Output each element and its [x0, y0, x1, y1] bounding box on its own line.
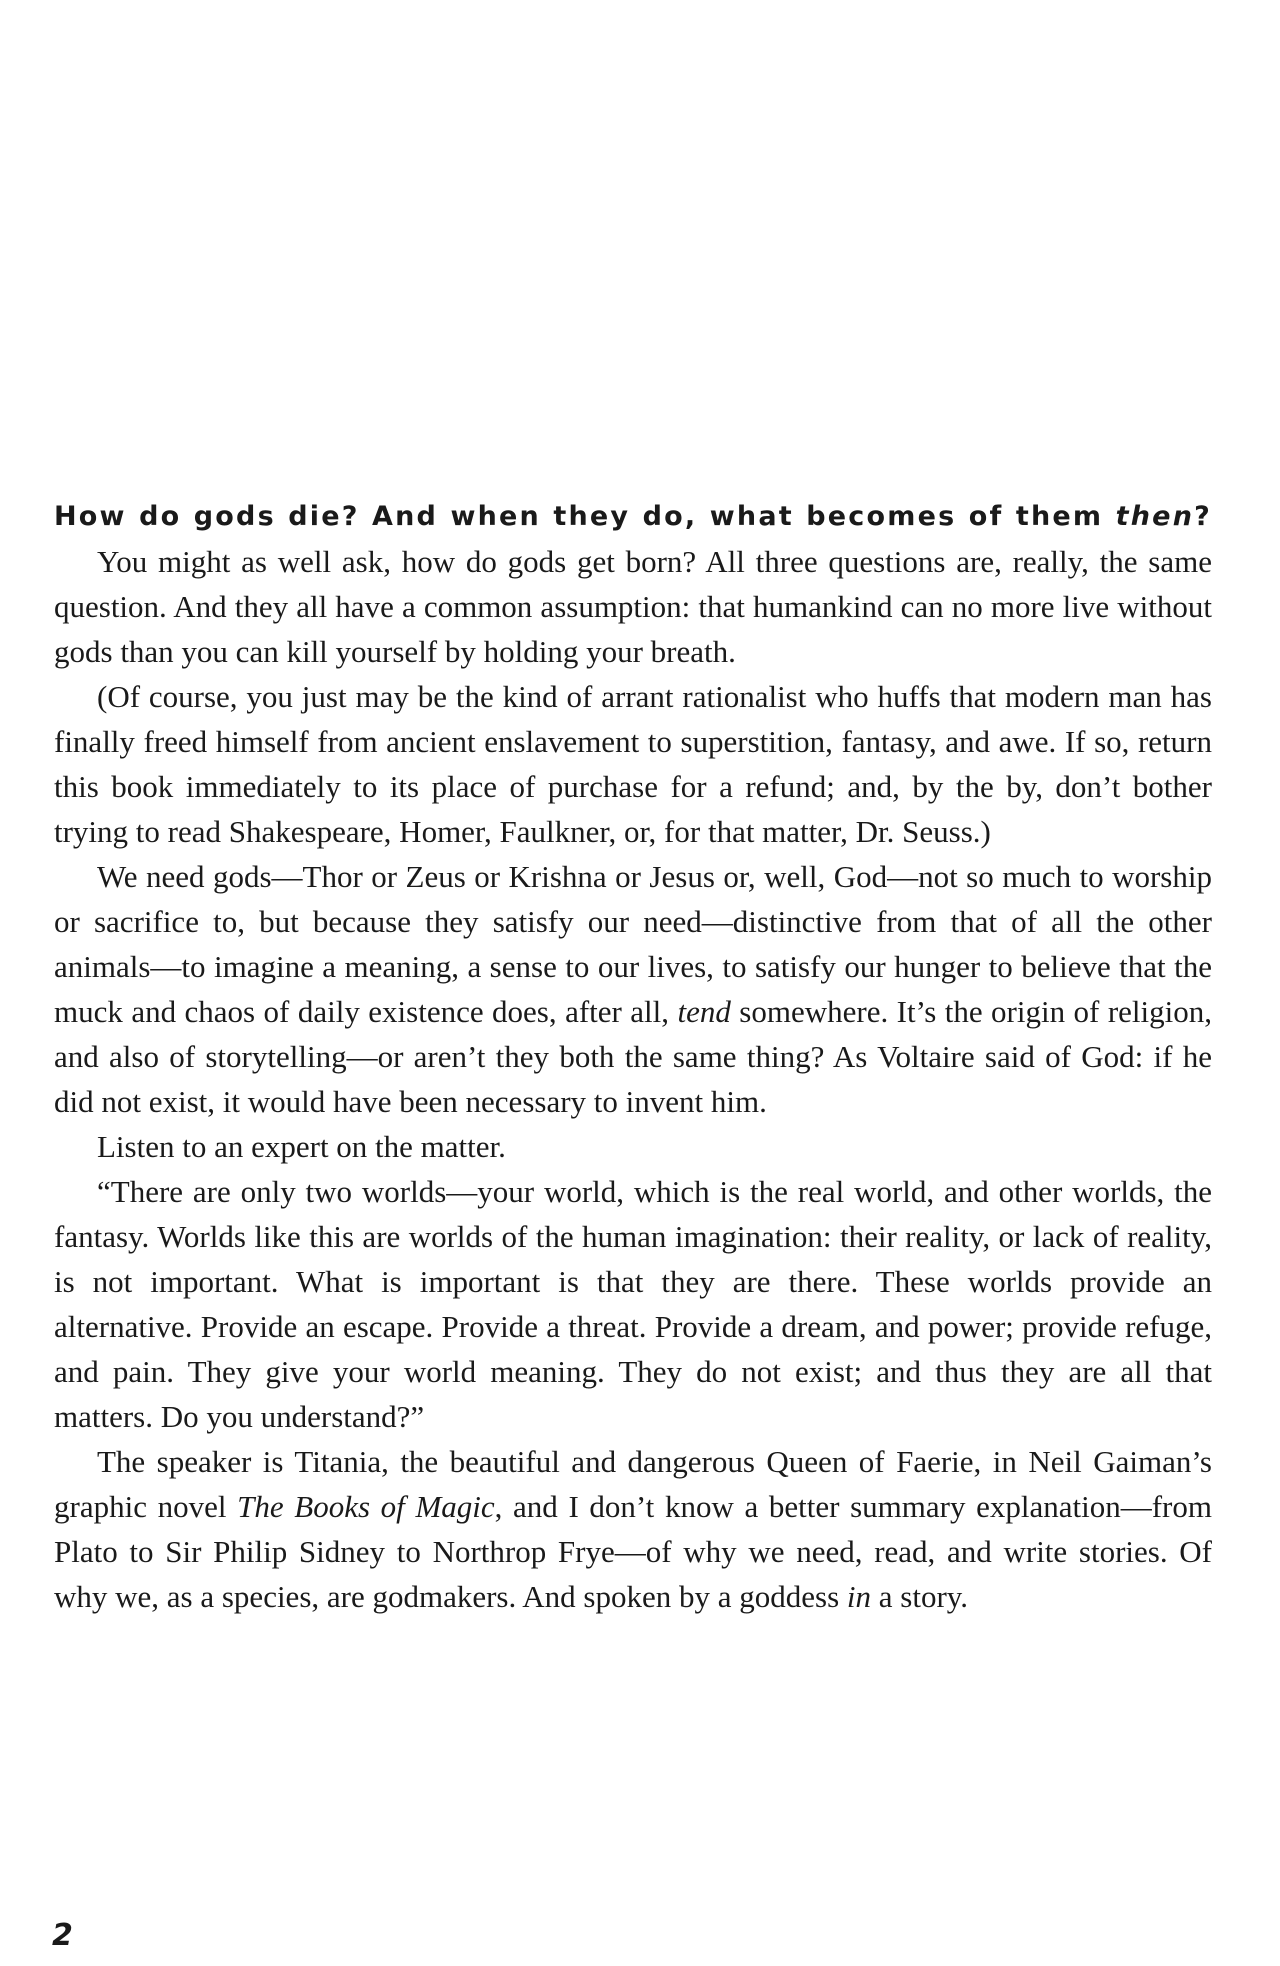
heading-text: How do gods die? And when they do, what becomes of them: [54, 501, 1116, 532]
paragraph-text: somewhere. It’s the origin of religion, and also of storytelling—or aren’t they both the same thing? As Voltaire said of God: if he did not exist, it would have been necessary to invent him.: [54, 994, 1212, 1119]
paragraph: [54, 1169, 1212, 1439]
paragraph: [54, 1124, 1212, 1169]
paragraph-text: (Of course, you just may be the kind of arrant rationalist who huffs that modern man has finally freed himself from ancient enslavement to superstition, fantasy, and awe. If so, return this book immediately to its place of purchase for a refund; and, by the by, don’t bother trying to read Shakespeare, Homer, Faulkner, or, for that matter, Dr. Seuss.): [54, 679, 1212, 849]
paragraph-text: You might as well ask, how do gods get born? All three questions are, really, the same question. And they all have a common assumption: that humankind can no more live without gods than you can kill yourself by holding your breath.: [54, 544, 1212, 669]
paragraph-text: The speaker is Titania, the beautiful and dangerous Queen of Faerie, in Neil Gaiman’s graphic novel: [54, 1444, 1212, 1524]
heading-question-mark: ?: [1194, 501, 1212, 532]
emphasized-text: in: [846, 1579, 872, 1614]
heading-emphasis: then: [1115, 501, 1195, 532]
paragraph-text: “There are only two worlds—your world, which is the real world, and other worlds, the fantasy. Worlds like this are worlds of the human imagination: their reality, or lack of reality, is not important. What is important is that they are there. These worlds provide an alternative. Provide an escape. Provide a threat. Provide a dream, and power; provide refuge, and pain. They give your world meaning. They do not exist; and thus they are all that matters. Do you understand?”: [54, 1174, 1212, 1434]
paragraph: [54, 674, 1212, 854]
paragraph: [54, 539, 1212, 674]
paragraph-text: We need gods—Thor or Zeus or Krishna or Jesus or, well, God—not so much to worship or sacrifice to, but because they satisfy our need—distinctive from that of all the other animals—to imagine a meaning, a sense to our lives, to satisfy our hunger to believe that the muck and chaos of daily existence does, after all,: [54, 859, 1212, 1029]
emphasized-text: tend: [677, 994, 731, 1029]
paragraph-text: Listen to an expert on the matter.: [97, 1129, 506, 1164]
paragraph: [54, 1439, 1212, 1619]
page-number: 2: [52, 1918, 73, 1953]
paragraph: [54, 854, 1212, 1124]
page-content: [54, 495, 1212, 1619]
paragraph-text: a story.: [871, 1579, 969, 1614]
chapter-opening-question: [54, 495, 1212, 539]
paragraph-text: , and I don’t know a better summary explanation—from Plato to Sir Philip Sidney to Northrop Frye—of why we need, read, and write stories. Of why we, as a species, are godmakers. And spoken by a goddess: [54, 1489, 1212, 1614]
body-text: [54, 539, 1212, 1619]
emphasized-text: The Books of Magic: [237, 1489, 495, 1524]
